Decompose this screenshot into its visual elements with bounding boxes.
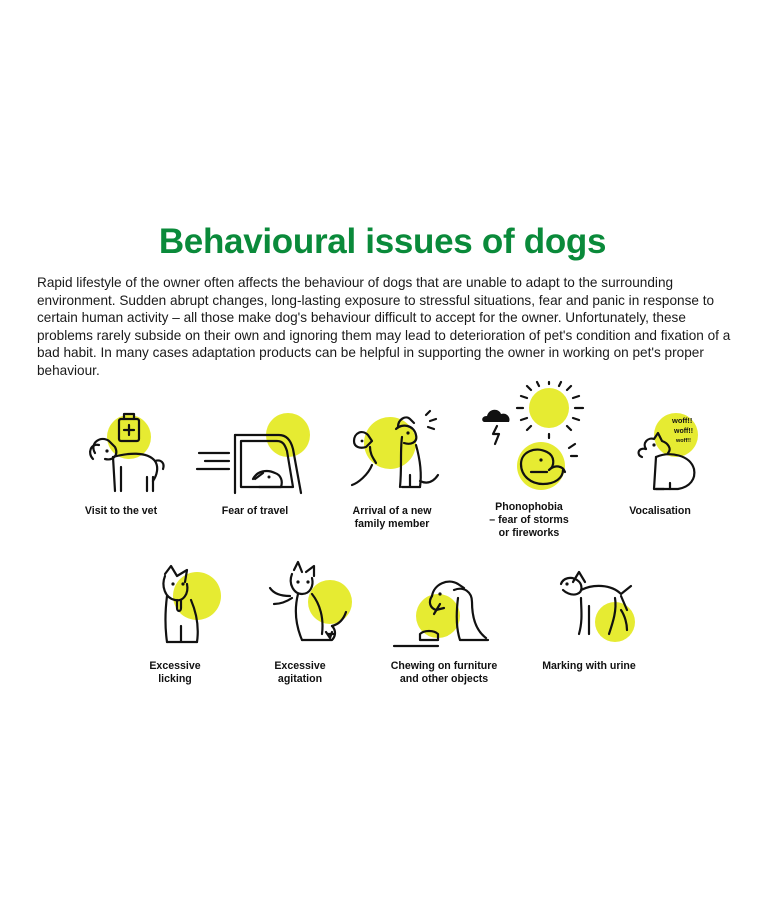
issue-caption: Excessive licking [149, 660, 201, 685]
issue-caption: Phonophobia – fear of storms or fireworks [489, 501, 569, 539]
issue-caption: Chewing on furniture and other objects [390, 660, 498, 685]
issue-vocalisation [590, 405, 730, 518]
intro-paragraph: Rapid lifestyle of the owner often affects the behaviour of dogs that are unable to adapt to the surrounding environment. Sudden abrupt changes, long-lasting exposure to stressful situations, fear and panic in response to certain human activity – all those make dog's behaviour difficult to accept for the owner. Unfortunately, these problems rarely subside on their own and ignoring them may lead to deterioration of pet's condition and fixation of a bad habit. In many cases adaptation products can be helpful in supporting the owner in working on pet's proper behaviour. [37, 275, 731, 378]
issue-caption: Marking with urine [542, 660, 636, 672]
page-title: Behavioural issues of dogs [158, 222, 607, 261]
dog-agitation-icon [240, 560, 360, 652]
issue-chewing-furniture [374, 560, 514, 686]
dog-car-icon [195, 405, 315, 497]
dog-marking-icon [529, 560, 649, 652]
issue-marking-urine [519, 560, 659, 673]
dog-vet-icon [61, 405, 181, 497]
issue-caption: Excessive agitation [274, 660, 326, 685]
issue-caption: Vocalisation [629, 505, 691, 517]
issue-caption: Arrival of a new family member [352, 505, 432, 530]
issue-caption: Fear of travel [221, 505, 289, 517]
dog-new-member-icon [332, 405, 452, 497]
issue-excessive-licking [105, 560, 245, 686]
bark-text-3: woff!! [676, 438, 691, 444]
issue-excessive-agitation [230, 560, 370, 686]
bark-text-1: woff!! [672, 416, 693, 425]
issue-phonophobia [459, 382, 599, 540]
dog-chewing-icon [384, 560, 504, 652]
issue-new-family-member [322, 405, 462, 531]
bark-text-2: woff!! [674, 428, 694, 435]
dog-storm-icon [469, 382, 589, 497]
issue-caption: Visit to the vet [84, 505, 158, 517]
dog-barking-icon [600, 405, 720, 497]
dog-licking-icon [115, 560, 235, 652]
issue-fear-of-travel [185, 405, 325, 518]
issue-visit-to-vet [51, 405, 191, 518]
